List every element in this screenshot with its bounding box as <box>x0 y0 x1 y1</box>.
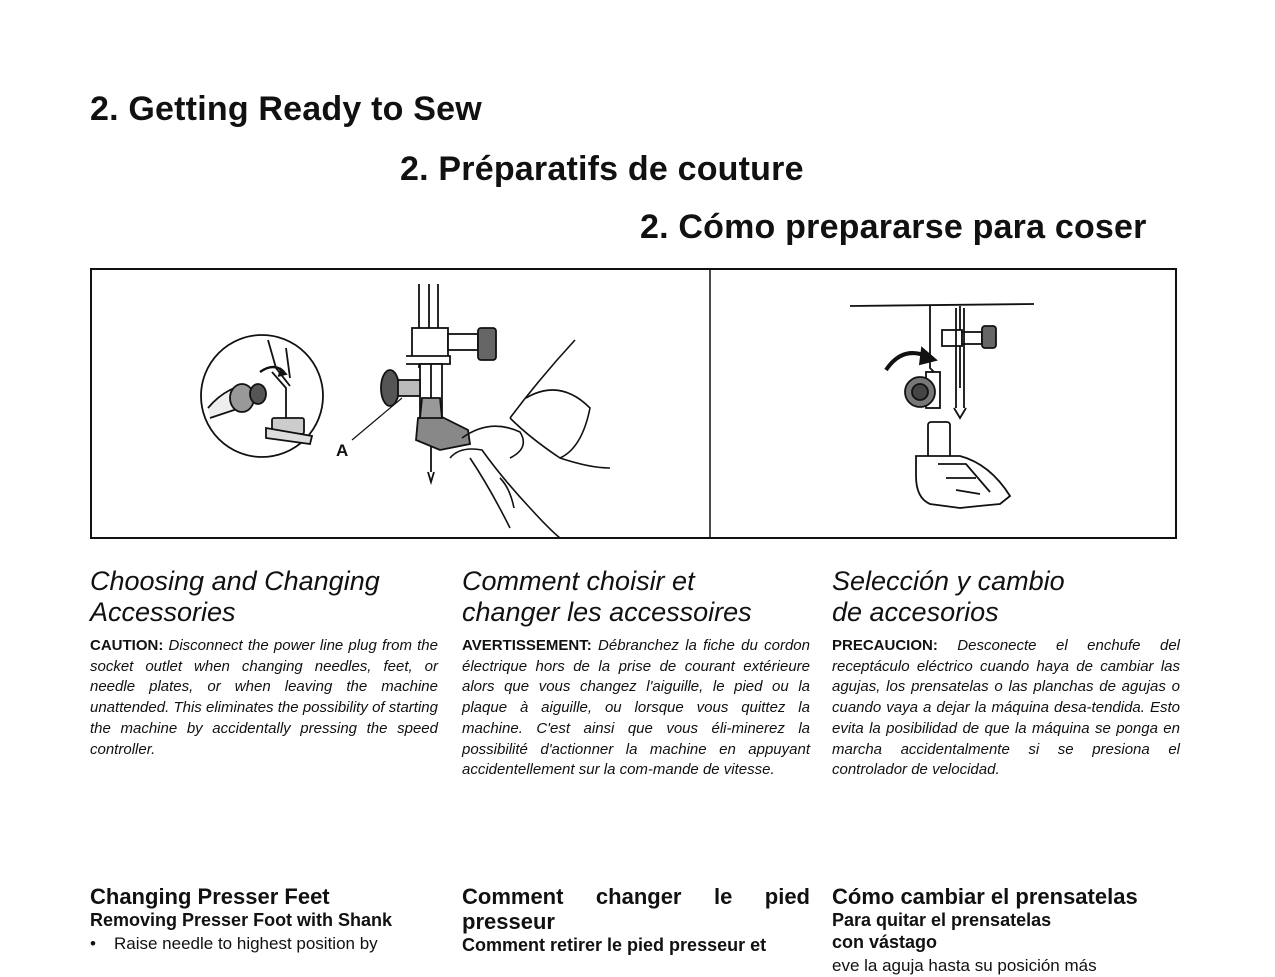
title-french: 2. Préparatifs de couture <box>400 150 804 188</box>
caution-paragraph-french <box>462 636 810 884</box>
section-title-spanish <box>832 566 1180 636</box>
caution-label: PRECAUCION: <box>832 637 938 654</box>
caution-text: Desconecte el enchufe del receptáculo eléctrico cuando haya de cambiar las agujas, los prensatelas o las planchas de agujas o cuando vaya a dejar la máquina desa-tendida. Esto evita la posibilidad de que la máquina se ponga en marcha accidentalmente si se presiona el controlador de velocidad. <box>832 637 1180 779</box>
subheading-spanish: Cómo cambiar el prensatelas <box>832 884 1138 909</box>
title-english: 2. Getting Ready to Sew <box>90 90 482 128</box>
caution-text: Disconnect the power line plug from the socket outlet when changing needles, feet, or needle plates, or when leaving the machine unattended. This eliminates the possibility of starting the machine by accidentally pressing the speed controller. <box>90 637 438 758</box>
section-title-english <box>90 566 438 636</box>
subheading-english: Changing Presser Feet <box>90 884 330 909</box>
section-title-line-1: Comment choisir et <box>462 566 695 596</box>
section-title-line-2: de accesorios <box>832 597 999 627</box>
caution-paragraph-english <box>90 636 438 884</box>
subheading-french-line-2: presseur <box>462 909 555 934</box>
bullet-dot: • <box>90 934 96 953</box>
section-title-line-2: changer les accessoires <box>462 597 752 627</box>
section-title-line-1: Choosing and Changing <box>90 566 380 596</box>
bullet-text: Raise needle to highest position by <box>114 934 378 953</box>
subsubheading-spanish-line-1: Para quitar el prensatelas <box>832 910 1052 930</box>
column-english <box>90 566 438 955</box>
section-title-line-2: Accessories <box>90 597 236 627</box>
illustration-panel <box>90 268 1177 539</box>
subheading-french-line-1: Comment changer le pied <box>462 884 810 909</box>
caution-label: CAUTION: <box>90 637 164 654</box>
caution-paragraph-spanish <box>832 636 1180 884</box>
column-spanish <box>832 566 1180 977</box>
partial-text-line-spanish: eve la aguja hasta su posición más <box>832 956 1097 975</box>
caution-text: Débranchez la fiche du cordon électrique hors de la prise de courant extérieure alors que vous changez l'aiguille, le pied ou la plaque à aiguille, ou lorsque vous quittez la machine. C'est ainsi que vous éli-minerez la possibilité d'actionner la machine en appuyant accidentellement sur la com-mande de vitesse. <box>462 637 810 779</box>
section-title-line-1: Selección y cambio <box>832 566 1065 596</box>
svg-text:A: A <box>336 441 349 460</box>
bullet-item-english <box>90 933 438 955</box>
column-french <box>462 566 810 956</box>
title-spanish: 2. Cómo prepararse para coser <box>640 208 1147 246</box>
subsubheading-spanish-line-2: con vástago <box>832 932 938 952</box>
caution-label: AVERTISSEMENT: <box>462 637 592 654</box>
subsubheading-french: Comment retirer le pied presseur et <box>462 935 767 955</box>
section-title-french <box>462 566 810 636</box>
subsubheading-english: Removing Presser Foot with Shank <box>90 910 393 930</box>
